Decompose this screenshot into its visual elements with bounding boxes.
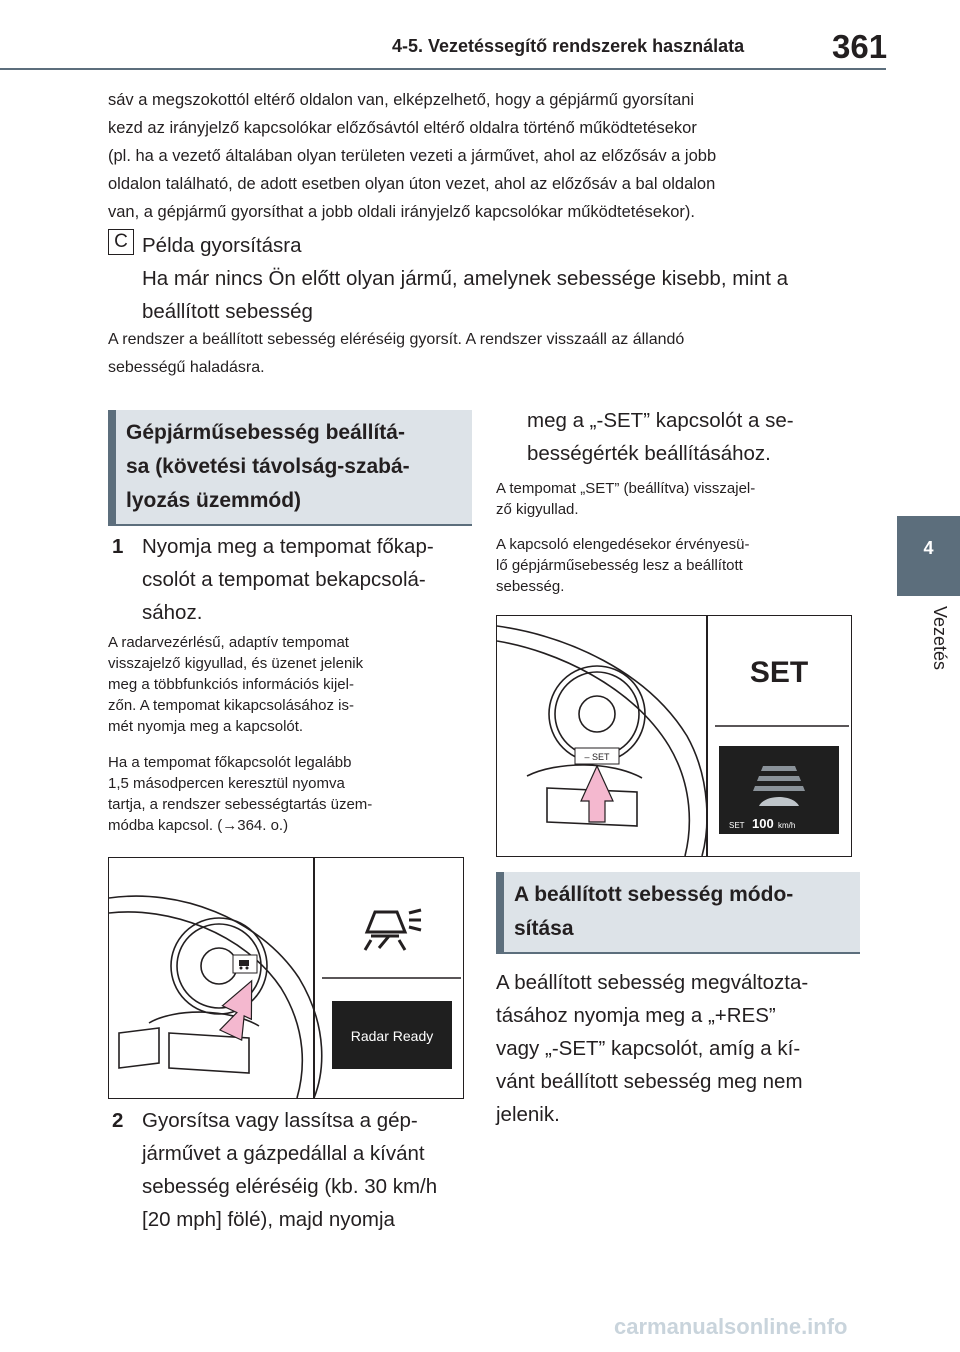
step-line: sához. bbox=[142, 601, 203, 624]
steering-wheel-illustration bbox=[109, 858, 463, 1098]
note-line: lő gépjárműsebesség lesz a beállított bbox=[496, 557, 743, 574]
note-line: visszajelző kigyullad, és üzenet jelenik bbox=[108, 655, 364, 672]
intro-paragraph bbox=[108, 86, 868, 226]
note-line: A rendszer a beállított sebesség eléréséig gyorsít. A rendszer visszaáll az állandó bbox=[108, 331, 685, 348]
example-line: beállított sebesség bbox=[142, 300, 313, 323]
display-speed-value: 100 bbox=[752, 816, 774, 831]
step-2-number: 2 bbox=[112, 1109, 124, 1132]
example-line: Ha már nincs Ön előtt olyan jármű, amelynek sebessége kisebb, mint a bbox=[142, 267, 789, 290]
figure-set-switch bbox=[496, 615, 852, 857]
set-note bbox=[496, 478, 856, 520]
step-line: bességérték beállításához. bbox=[527, 442, 771, 465]
note-line: A tempomat „SET” (beállítva) visszajel- bbox=[496, 480, 756, 497]
section-heading-speed-setting bbox=[108, 410, 472, 526]
heading-line: A beállított sebesség módo- bbox=[514, 883, 794, 906]
page-number: 361 bbox=[832, 28, 888, 65]
body-line: vánt beállított sebesség meg nem bbox=[496, 1070, 803, 1093]
section-title: 4-5. Vezetéssegítő rendszerek használata bbox=[392, 36, 745, 56]
example-line: Példa gyorsításra bbox=[142, 234, 302, 257]
step-2-text bbox=[142, 1104, 472, 1236]
note-line: zőn. A tempomat kikapcsolásához is- bbox=[108, 697, 354, 714]
body-line: jelenik. bbox=[496, 1103, 560, 1126]
example-marker: C bbox=[108, 229, 134, 255]
step-1-number: 1 bbox=[112, 535, 124, 558]
note-line: tartja, a rendszer sebességtartás üzem- bbox=[108, 796, 373, 813]
step-line: Gyorsítsa vagy lassítsa a gép- bbox=[142, 1109, 418, 1132]
example-text bbox=[142, 229, 882, 328]
body-line: tásához nyomja meg a „+RES” bbox=[496, 1004, 776, 1027]
note-line: A radarvezérlésű, adaptív tempomat bbox=[108, 634, 349, 651]
chapter-label-wrap bbox=[888, 606, 960, 696]
display-set-label: SET bbox=[729, 821, 745, 830]
heading-line: sítása bbox=[514, 917, 574, 940]
intro-line: van, a gépjármű gyorsíthat a jobb oldali irányjelző kapcsolókar működtetésekor). bbox=[108, 203, 695, 221]
figure-cruise-main-switch bbox=[108, 857, 464, 1099]
set-switch-illustration bbox=[497, 616, 851, 856]
note-line: sebesség. bbox=[496, 578, 565, 595]
step-line: meg a „-SET” kapcsolót a se- bbox=[527, 409, 794, 432]
heading-line: Gépjárműsebesség beállítá- bbox=[126, 421, 405, 444]
step-line: csolót a tempomat bekapcsolá- bbox=[142, 568, 426, 591]
note-line: módba kapcsol. (→364. o.) bbox=[108, 817, 289, 834]
release-note bbox=[496, 534, 856, 597]
section-heading-adjust-speed bbox=[496, 872, 860, 954]
body-line: vagy „-SET” kapcsolót, amíg a kí- bbox=[496, 1037, 801, 1060]
note-line: A kapcsoló elengedésekor érvényesü- bbox=[496, 536, 750, 553]
set-indicator-text: SET bbox=[749, 656, 809, 689]
heading-line: lyozás üzemmód) bbox=[126, 489, 302, 512]
step-2-continued bbox=[527, 404, 857, 470]
header-rule bbox=[0, 68, 886, 70]
display-speed-unit: km/h bbox=[778, 821, 796, 830]
note-line: ző kigyullad. bbox=[496, 501, 579, 518]
minus-set-label: – SET bbox=[584, 752, 610, 762]
note-line: 1,5 másodpercen keresztül nyomva bbox=[108, 775, 345, 792]
step-line: sebesség eléréséig (kb. 30 km/h bbox=[142, 1175, 438, 1198]
adjust-speed-body bbox=[496, 966, 856, 1131]
intro-line: kezd az irányjelző kapcsolókar előzősávtól eltérő oldalra történő működtetésekor bbox=[108, 119, 697, 137]
step-1-text bbox=[142, 530, 472, 629]
example-note bbox=[108, 326, 868, 382]
step-line: [20 mph] fölé), majd nyomja bbox=[142, 1208, 395, 1231]
chapter-number: 4 bbox=[923, 538, 934, 558]
step-1-note-2 bbox=[108, 752, 468, 836]
intro-line: sáv a megszokottól eltérő oldalon van, elképzelhető, hogy a gépjármű gyorsítani bbox=[108, 91, 695, 109]
note-line: Ha a tempomat főkapcsolót legalább bbox=[108, 754, 352, 771]
chapter-label: Vezetés bbox=[930, 606, 950, 671]
note-line: sebességű haladásra. bbox=[108, 359, 265, 376]
heading-line: sa (követési távolság-szabá- bbox=[126, 455, 410, 478]
intro-line: oldalon található, de adott esetben olyan úton vezet, ahol az előzősáv a bal oldalon bbox=[108, 175, 716, 193]
intro-line: (pl. ha a vezető általában olyan területen vezeti a járművet, ahol az előzősáv a jobb bbox=[108, 147, 717, 165]
footer-watermark: carmanualsonline.info bbox=[614, 1314, 848, 1339]
step-line: Nyomja meg a tempomat főkap- bbox=[142, 535, 434, 558]
radar-ready-text: Radar Ready bbox=[350, 1028, 434, 1044]
note-line: meg a többfunkciós információs kijel- bbox=[108, 676, 354, 693]
step-line: járművet a gázpedállal a kívánt bbox=[142, 1142, 425, 1165]
step-1-note bbox=[108, 632, 468, 737]
note-line: mét nyomja meg a kapcsolót. bbox=[108, 718, 304, 735]
body-line: A beállított sebesség megváltozta- bbox=[496, 971, 809, 994]
